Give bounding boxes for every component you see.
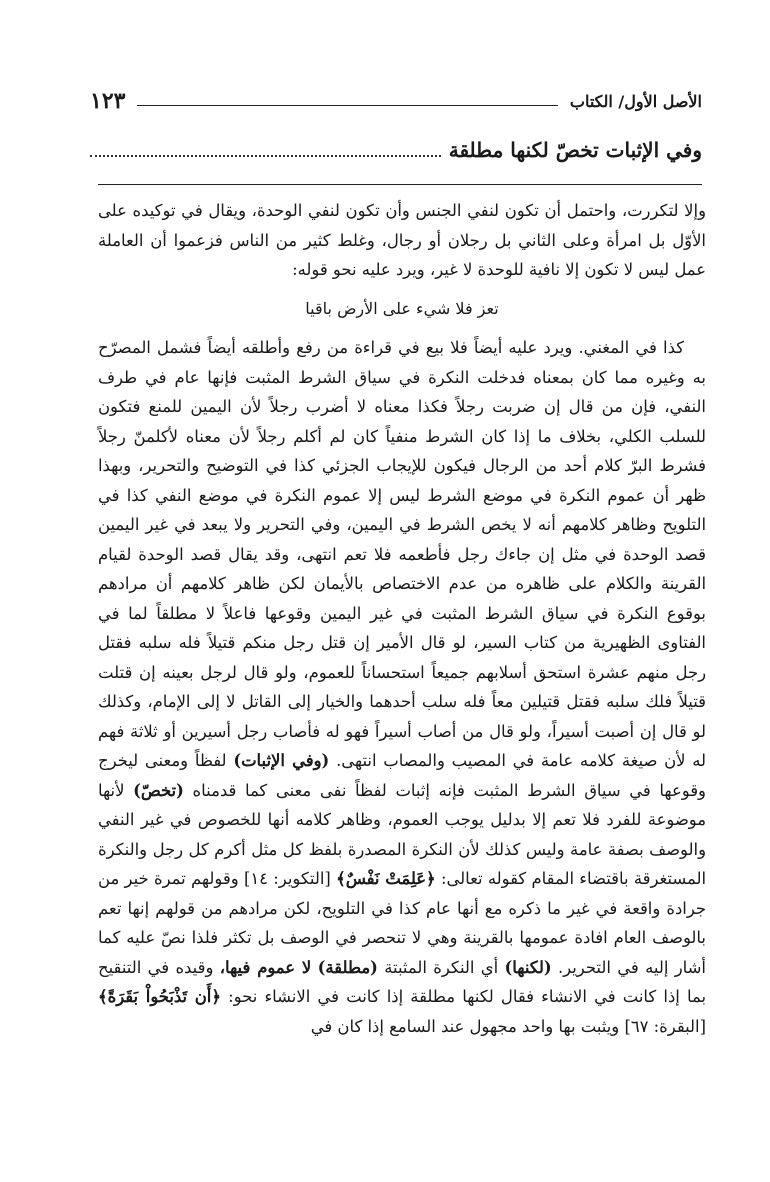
commentary-body [98,196,706,1041]
section-divider [98,184,702,185]
quran-quote-2: ﴿أَن تَذْبَحُواْ بَقَرَةً﴾ [98,987,221,1006]
quran-ref-1: [التكوير: ١٤] [243,869,331,888]
paragraph-2 [98,333,706,1041]
paragraph-2-part-b: لفظاً ومعنى ليخرج وقوعها في سياق الشرط المثبت فإنه إثبات لفظاً نفى معنى كما قدمناه [98,751,706,800]
paragraph-1: وإلا لتكررت، واحتمل أن تكون لنفي الجنس وأن تكون لنفي الوحدة، ويقال في توكيده على الأوّل بل امرأة وعلى الثاني بل رجلان أو رجال، وغلط كثير من الناس فزعموا أن العاملة عمل ليس لا تكون إلا نافية للوحدة لا غير، ويرد عليه نحو قوله: [98,201,706,279]
page-number: ١٢٣ [90,88,126,114]
keyword-takhuss: (تخصّ) [133,780,184,800]
paragraph-2-part-g: ويثبت بها واحد مجهول عند السامع إذا كان في [310,1016,620,1036]
header-rule [137,105,557,106]
page-header [90,86,702,116]
keyword-lakinnaha: (لكنها) [504,957,552,977]
paragraph-2-part-e: أي النكرة المثبتة [384,957,499,977]
keyword-mutlaqa: (مطلقة) [317,957,378,977]
paragraph-2-part-d: وقولهم تمرة خير من جرادة واقعة في غير ما ذكره مع أنها عام كذا في التلويح، لكن مرادهم من قولهم إنها تعم بالوصف العام افادة عمومها بالقرينة وهي لا تنحصر في الوصف بل تكثر فلذا نصّ عليه كما أشار إليه في التحرير. [98,869,706,977]
paragraph-2-part-f: وقيده في التنقيح بما إذا كانت في الانشاء فقال لكنها مطلقة إذا كانت في الانشاء نحو: [98,957,707,1006]
matn-text: وفي الإثبات تخصّ لكنها مطلقة [448,138,702,162]
matn-line [90,132,702,168]
paragraph-2-part-a: كذا في المغني. ويرد عليه أيضاً فلا بيع في قراءة من رفع وأطلقه أيضاً فشمل المصرّح به وغيره مما كان بمعناه فدخلت النكرة في سياق الشرط المثبت فإنها عام في طرف النفي، فإن من قال إن ضربت رجلاً فكذا معناه لا أضرب رجلاً لأن اليمين للمنع فتكون للسلب الكلي، بخلاف ما إذا كان الشرط منفياً كان لم أكلم رجلاً لأن معناه لأكلمنّ رجلاً فشرط البرّ كلام أحد من الرجال فيكون للإيجاب الجزئي كذا في التوضيح والتحرير، وبهذا ظهر أن عموم النكرة في موضع الشرط ليس إلا عموم النكرة في موضع النفي كذا في التلويح وظاهر كلامهم أنه لا يخص الشرط في اليمين، وفي التحرير ولا يبعد في غير اليمين قصد الوحدة في مثل إن جاءك رجل فأطعمه فلا تعم انتهى، وقد يقال قصد الوحدة لقيام القرينة والكلام على ظاهره من عدم الاختصاص بالأيمان لكن ظاهر كلامهم أن مرادهم بوقوع النكرة في سياق الشرط المثبت في غير اليمين وقوعها فاعلاً لا مطلقاً لما في الفتاوى الظهيرية من كتاب السير، لو قال الأمير إن قتل رجل منكم قتيلاً فله سلبه فقتل رجل منهم عشرة استحق أسلابهم جميعاً استحساناً للعموم، ولو قال لرجل بعينه إن قتلت قتيلاً فلك سلبه فقتل قتيلين معاً فله سلب أحدهما والخيار إلى القاتل لا إلى الإمام، وكذلك لو قال إن أصبت أسيراً، ولو قال من أصاب أسيراً فهو له فأصاب رجل أسيرين أو ثلاثة فهم له لأن صيغة كلامه عامة في المصيب والمصاب انتهى. [98,338,707,770]
quran-ref-2: [البقرة: ٦٧] [624,1016,706,1036]
paragraph-2-part-c: لأنها موضوعة للفرد فلا تعم إلا بدليل يوجب العموم، وظاهر كلامه أنها للخصوص في غير النفي والوصف بصفة عامة وليس كذلك لأن النكرة المصدرة بلفظ كل مثل أكرم كل رجل والنكرة المستغرقة باقتضاء المقام كقوله تعالى: [98,780,707,888]
quran-quote-1: ﴿عَلِمَتْ نَفْسٌ﴾ [336,869,436,888]
keyword-la-umum: لا عموم فيها، [219,957,312,977]
poetry-verse: تعز فلا شيء على الأرض باقيا [305,298,499,318]
dotted-leader [90,155,441,157]
running-title: الأصل الأول/ الكتاب [569,91,702,111]
keyword-ithbat: (وفي الإثبات) [233,751,330,770]
